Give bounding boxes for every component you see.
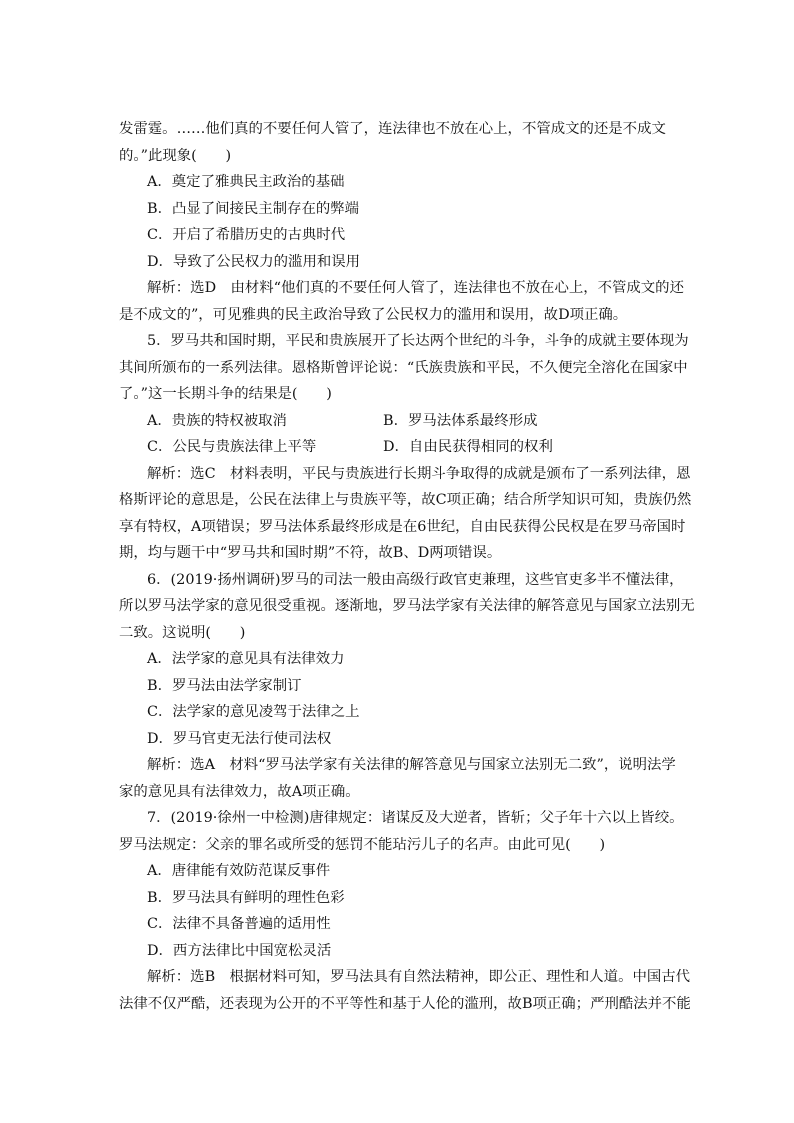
answer-explanation-line: 解析：选C 材料表明，平民与贵族进行长期斗争取得的成就是颁布了一系列法律，恩 [147,465,691,482]
answer-explanation-line: 享有特权，A项错误；罗马法体系最终形成是在6世纪，自由民获得公民权是在罗马帝国时 [119,518,686,535]
option-b: B．罗马法具有鲜明的理性色彩 [147,889,345,906]
option-c: C．法学家的意见凌驾于法律之上 [147,704,360,720]
question-6 [119,567,695,806]
question-text-line: 了。”这一长期斗争的结果是( ) [119,386,332,402]
document-body [119,116,695,1017]
answer-explanation-line: 格斯评论的意思是，公民在法律上与贵族平等，故C项正确；结合所学知识可知，贵族仍然 [119,492,692,508]
option-b: B．凸显了间接民主制存在的弊端 [147,200,360,217]
answer-explanation-line: 是不成文的”，可见雅典的民主政治导致了公民权力的滥用和误用，故D项正确。 [119,306,628,323]
question-text-line: 7．(2019·徐州一中检测)唐律规定：诸谋反及大逆者，皆斩；父子年十六以上皆绞。 [147,810,684,826]
question-text-line: 6．(2019·扬州调研)罗马的司法一般由高级行政官吏兼理，这些官吏多半不懂法律， [147,571,684,588]
option-c: C．公民与贵族法律上平等 [147,439,317,455]
question-text-line: 的。”此现象( ) [119,147,232,164]
option-row [119,434,679,461]
option-a: A．法学家的意见具有法律效力 [147,651,345,667]
option-b: B．罗马法由法学家制订 [147,677,302,694]
option-c: C．开启了希腊历史的古典时代 [147,227,346,243]
answer-explanation-line: 法律不仅严酷，还表现为公开的不平等性和基于人伦的滥刑，故B项正确；严刑酷法并不能 [119,995,691,1012]
option-d: D．自由民获得相同的权利 [383,439,553,455]
question-7 [119,805,691,1017]
question-5 [119,328,692,567]
option-a: A．奠定了雅典民主政治的基础 [147,174,345,190]
answer-explanation-line: 解析：选D 由材料“他们真的不要任何人管了，连法律也不放在心上，不管成文的还 [147,280,684,296]
question-text-line: 罗马法规定：父亲的罪名或所受的惩罚不能玷污儿子的名声。由此可见( ) [119,836,606,853]
option-row [119,408,679,435]
question-text-line: 发雷霆。……他们真的不要任何人管了，连法律也不放在心上，不管成文的还是不成文 [119,121,666,137]
question-text-line: 所以罗马法学家的意见很受重视。逐渐地，罗马法学家有关法律的解答意见与国家立法别无 [119,598,695,614]
option-c: C．法律不具备普遍的适用性 [147,916,331,932]
option-b: B．罗马法体系最终形成 [383,412,538,429]
question-text-line: 其间所颁布的一系列法律。恩格斯曾评论说：“氏族贵族和平民，不久便完全溶化在国家中 [119,359,688,376]
question-text-line: 二致。这说明( ) [119,624,246,641]
option-d: D．罗马官吏无法行使司法权 [147,730,332,747]
option-d: D．导致了公民权力的滥用和误用 [147,253,361,270]
answer-explanation-line: 解析：选B 根据材料可知，罗马法具有自然法精神，即公正、理性和人道。中国古代 [147,969,691,985]
answer-explanation-line: 解析：选A 材料“罗马法学家有关法律的解答意见与国家立法别无二致”，说明法学 [147,757,676,773]
answer-explanation-line: 家的意见具有法律效力，故A项正确。 [119,783,360,800]
option-d: D．西方法律比中国宽松灵活 [147,942,332,959]
option-a: A．贵族的特权被取消 [147,412,287,429]
question-text-line: 5．罗马共和国时期，平民和贵族展开了长达两个世纪的斗争，斗争的成就主要体现为 [147,333,689,349]
option-a: A．唐律能有效防范谋反事件 [147,863,331,879]
answer-explanation-line: 期，均与题干中“罗马共和国时期”不符，故B、D两项错误。 [119,545,502,561]
question-4-fragment [119,116,684,328]
